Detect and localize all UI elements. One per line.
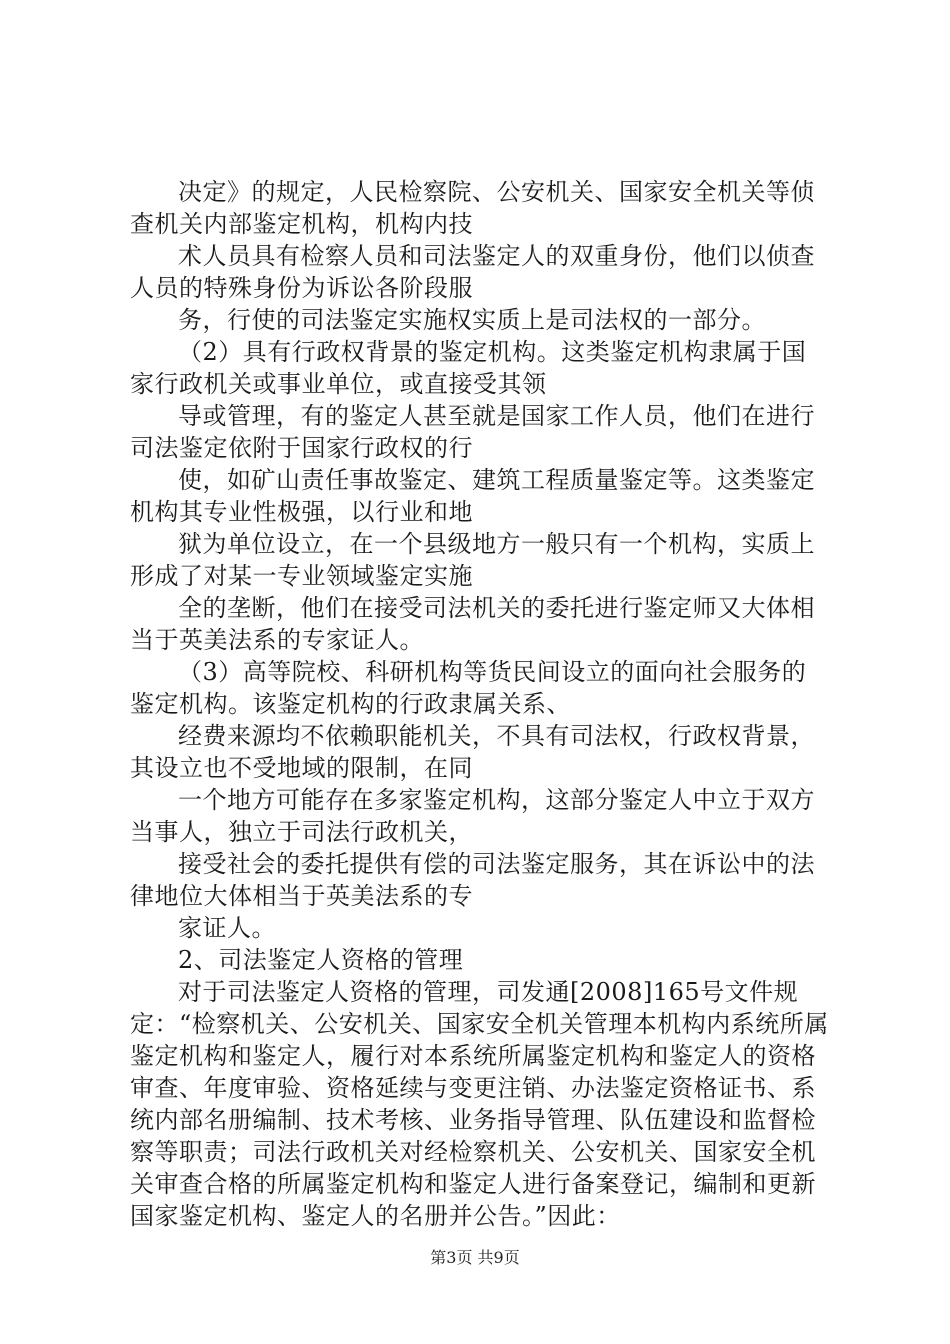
paragraph-1: 决定》的规定，人民检察院、公安机关、国家安全机关等侦查机关内部鉴定机构，机构内技 bbox=[130, 178, 815, 238]
paragraph-3: 务，行使的司法鉴定实施权实质上是司法权的一部分。 bbox=[178, 306, 766, 334]
paragraph-12: 接受社会的委托提供有偿的司法鉴定服务，其在诉讼中的法律地位大体相当于英美法系的专 bbox=[130, 850, 815, 910]
paragraph-9: （3）高等院校、科研机构等货民间设立的面向社会服务的鉴定机构。该鉴定机构的行政隶属关系、 bbox=[130, 658, 807, 718]
paragraph-5: 导或管理，有的鉴定人甚至就是国家工作人员，他们在进行司法鉴定依附于国家行政权的行 bbox=[130, 402, 815, 462]
paragraph-6: 使，如矿山责任事故鉴定、建筑工程质量鉴定等。这类鉴定机构其专业性极强，以行业和地 bbox=[130, 466, 815, 526]
paragraph-11: 一个地方可能存在多家鉴定机构，这部分鉴定人中立于双方当事人，独立于司法行政机关， bbox=[130, 786, 815, 846]
document-body bbox=[130, 176, 830, 1232]
paragraph-13: 家证人。 bbox=[178, 914, 276, 942]
paragraph-4: （2）具有行政权背景的鉴定机构。这类鉴定机构隶属于国家行政机关或事业单位，或直接受其领 bbox=[130, 338, 807, 398]
paragraph-8: 全的垄断，他们在接受司法机关的委托进行鉴定师又大体相当于英美法系的专家证人。 bbox=[130, 594, 815, 654]
page-number-footer: 第3页 共9页 bbox=[430, 1248, 520, 1267]
paragraph-10: 经费来源均不依赖职能机关，不具有司法权，行政权背景，其设立也不受地域的限制，在同 bbox=[130, 722, 815, 782]
paragraph-2: 术人员具有检察人员和司法鉴定人的双重身份，他们以侦查人员的特殊身份为诉讼各阶段服 bbox=[130, 242, 815, 302]
paragraph-7: 狱为单位设立，在一个县级地方一般只有一个机构，实质上形成了对某一专业领域鉴定实施 bbox=[130, 530, 815, 590]
section-heading: 2、司法鉴定人资格的管理 bbox=[178, 946, 464, 974]
paragraph-15: 对于司法鉴定人资格的管理，司发通[2008]165号文件规定：“检察机关、公安机关、国家安全机关管理本机构内系统所属鉴定机构和鉴定人，履行对本系统所属鉴定机构和鉴定人的资格审查、年度审验、资格延续与变更注销、办法鉴定资格证书、系统内部名册编制、技术考核、业务指导管理、队伍建设和监督检察等职责；司法行政机关对经检察机关、公安机关、国家安全机关审查合格的所属鉴定机构和鉴定人进行备案登记，编制和更新国家鉴定机构、鉴定人的名册并公告。”因此： bbox=[130, 978, 829, 1230]
